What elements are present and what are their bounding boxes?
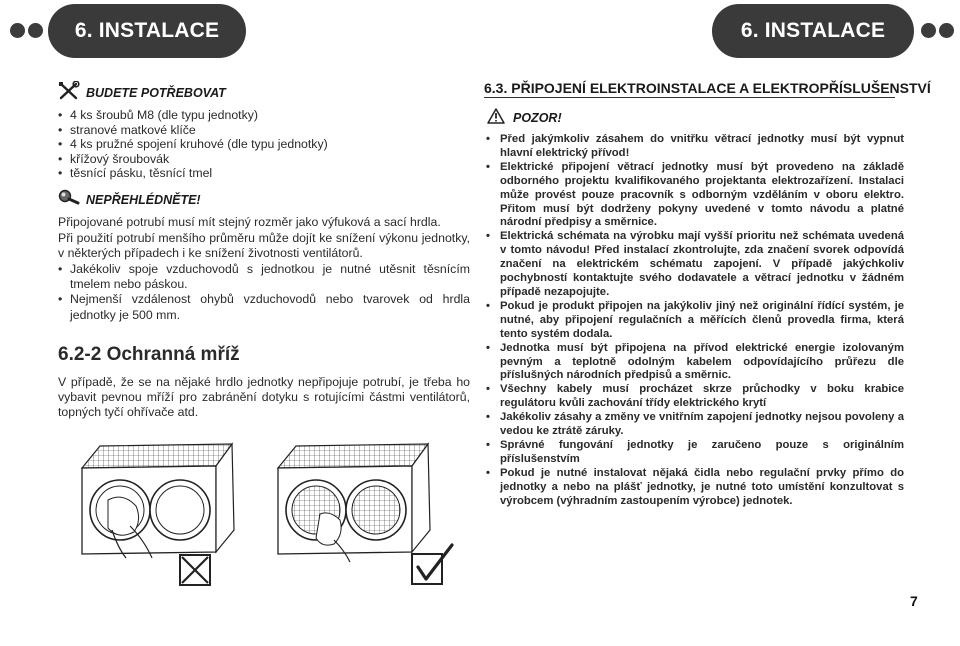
list-item: • těsnící pásku, těsnící tmel bbox=[58, 166, 458, 181]
note-paragraph-1: Připojované potrubí musí mít stejný rozměr jako výfuková a sací hrdla. bbox=[58, 215, 441, 229]
electrical-warnings-list bbox=[486, 133, 904, 508]
tools-icon bbox=[58, 81, 80, 101]
checkbox-tick-icon bbox=[410, 543, 458, 587]
list-item: • křížový šroubovák bbox=[58, 152, 458, 167]
list-item: • stranové matkové klíče bbox=[58, 123, 458, 138]
unit-without-grille-illustration bbox=[78, 440, 258, 600]
header-dot-left-2 bbox=[28, 23, 43, 38]
list-item: • 4 ks šroubů M8 (dle typu jednotky) bbox=[58, 108, 458, 123]
header-tab-right: 6. INSTALACE bbox=[712, 4, 914, 58]
header-tab-left: 6. INSTALACE bbox=[48, 4, 246, 58]
warning-triangle-icon bbox=[487, 108, 505, 124]
list-item: • Pokud je nutné instalovat nějaká čidla nebo regulační prvky přímo do jednotky a nebo na plášť jednotky, je nutné toto umístění konzultovat s výrobcem (výhradním zastoupením výrobce) jednotek. bbox=[486, 467, 904, 509]
note-list bbox=[58, 262, 470, 323]
list-item: • Správné fungování jednotky je zaručeno pouze s originálním příslušenstvím bbox=[486, 439, 904, 467]
list-item: • Před jakýmkoliv zásahem do vnitřku větrací jednotky musí být vypnut hlavní elektrický přívod! bbox=[486, 133, 904, 161]
grille-heading: 6.2-2 Ochranná mříž bbox=[58, 344, 240, 365]
note-paragraph-2: Při použití potrubí menšího průměru může dojít ke snížení výkonu jednotky, v některých případech i ke snížení životnosti ventilátorů. bbox=[58, 231, 470, 261]
note-title: NEPŘEHLÉDNĚTE! bbox=[86, 193, 201, 207]
list-item: • Elektrické připojení větrací jednotky musí být provedeno na základě odborného projektu kvalifikovaného projektanta elektrozařízení. Instalaci může provést pouze pracovník s odborným vzděláním v oboru elektro. Přitom musí být dodrženy pokyny uvedené v tomto návodu a platné národní předpisy a směrnice. bbox=[486, 161, 904, 231]
checkbox-cross-icon bbox=[178, 553, 214, 587]
grille-paragraph: V případě, že se na nějaké hrdlo jednotky nepřipojuje potrubí, je třeba ho vybavit pevnou mříží pro zabránění dotyku s rotujícími částmi ventilátorů, topných tyčí ohřívače atd. bbox=[58, 375, 470, 420]
header-dot-right-2 bbox=[939, 23, 954, 38]
need-title: BUDETE POTŘEBOVAT bbox=[86, 86, 226, 100]
need-list bbox=[58, 108, 458, 181]
list-item: • Pokud je produkt připojen na jakýkoliv jiný než originální řídící systém, je nutné, aby připojení regulačních a měřících členů provedla firma, která tento systém dodala. bbox=[486, 300, 904, 342]
list-item: • Jednotka musí být připojena na přívod elektrické energie izolovaným pevným a teplotně odolným kabelem odpovídajícího průřezu dle příslušných národních předpisů a směrnic. bbox=[486, 342, 904, 384]
list-item: • Jakékoliv zásahy a změny ve vnitřním zapojení jednotky nejsou povoleny a vedou ke ztrátě záruky. bbox=[486, 411, 904, 439]
title-underline bbox=[484, 97, 895, 98]
list-item: • 4 ks pružné spojení kruhové (dle typu jednotky) bbox=[58, 137, 458, 152]
magnifier-icon bbox=[58, 189, 80, 205]
header-dot-left-1 bbox=[10, 23, 25, 38]
list-item: • Nejmenší vzdálenost ohybů vzduchovodů nebo tvarovek od hrdla jednotky je 500 mm. bbox=[58, 292, 470, 322]
list-item: • Jakékoliv spoje vzduchovodů s jednotkou je nutné utěsnit těsnícím tmelem nebo páskou. bbox=[58, 262, 470, 292]
warning-label: POZOR! bbox=[513, 111, 562, 125]
list-item: • Elektrická schémata na výrobku mají vyšší prioritu než schémata uvedená v tomto návodu! Před instalací zkontrolujte, zda značení svorek odpovídá značení na elektrickém schématu zapojení. V případě jakýchkoliv pochybností kontaktujte svého dodavatele a větrací jednotku v žádném případě nezapojujte. bbox=[486, 230, 904, 300]
electrical-section-title: 6.3. PŘIPOJENÍ ELEKTROINSTALACE A ELEKTROPŘÍSLUŠENSTVÍ bbox=[484, 80, 931, 96]
page-number: 7 bbox=[910, 593, 918, 609]
list-item: • Všechny kabely musí procházet skrze průchodky v boku krabice regulátoru kvůli zachování třídy elektrického krytí bbox=[486, 383, 904, 411]
header-dot-right-1 bbox=[921, 23, 936, 38]
